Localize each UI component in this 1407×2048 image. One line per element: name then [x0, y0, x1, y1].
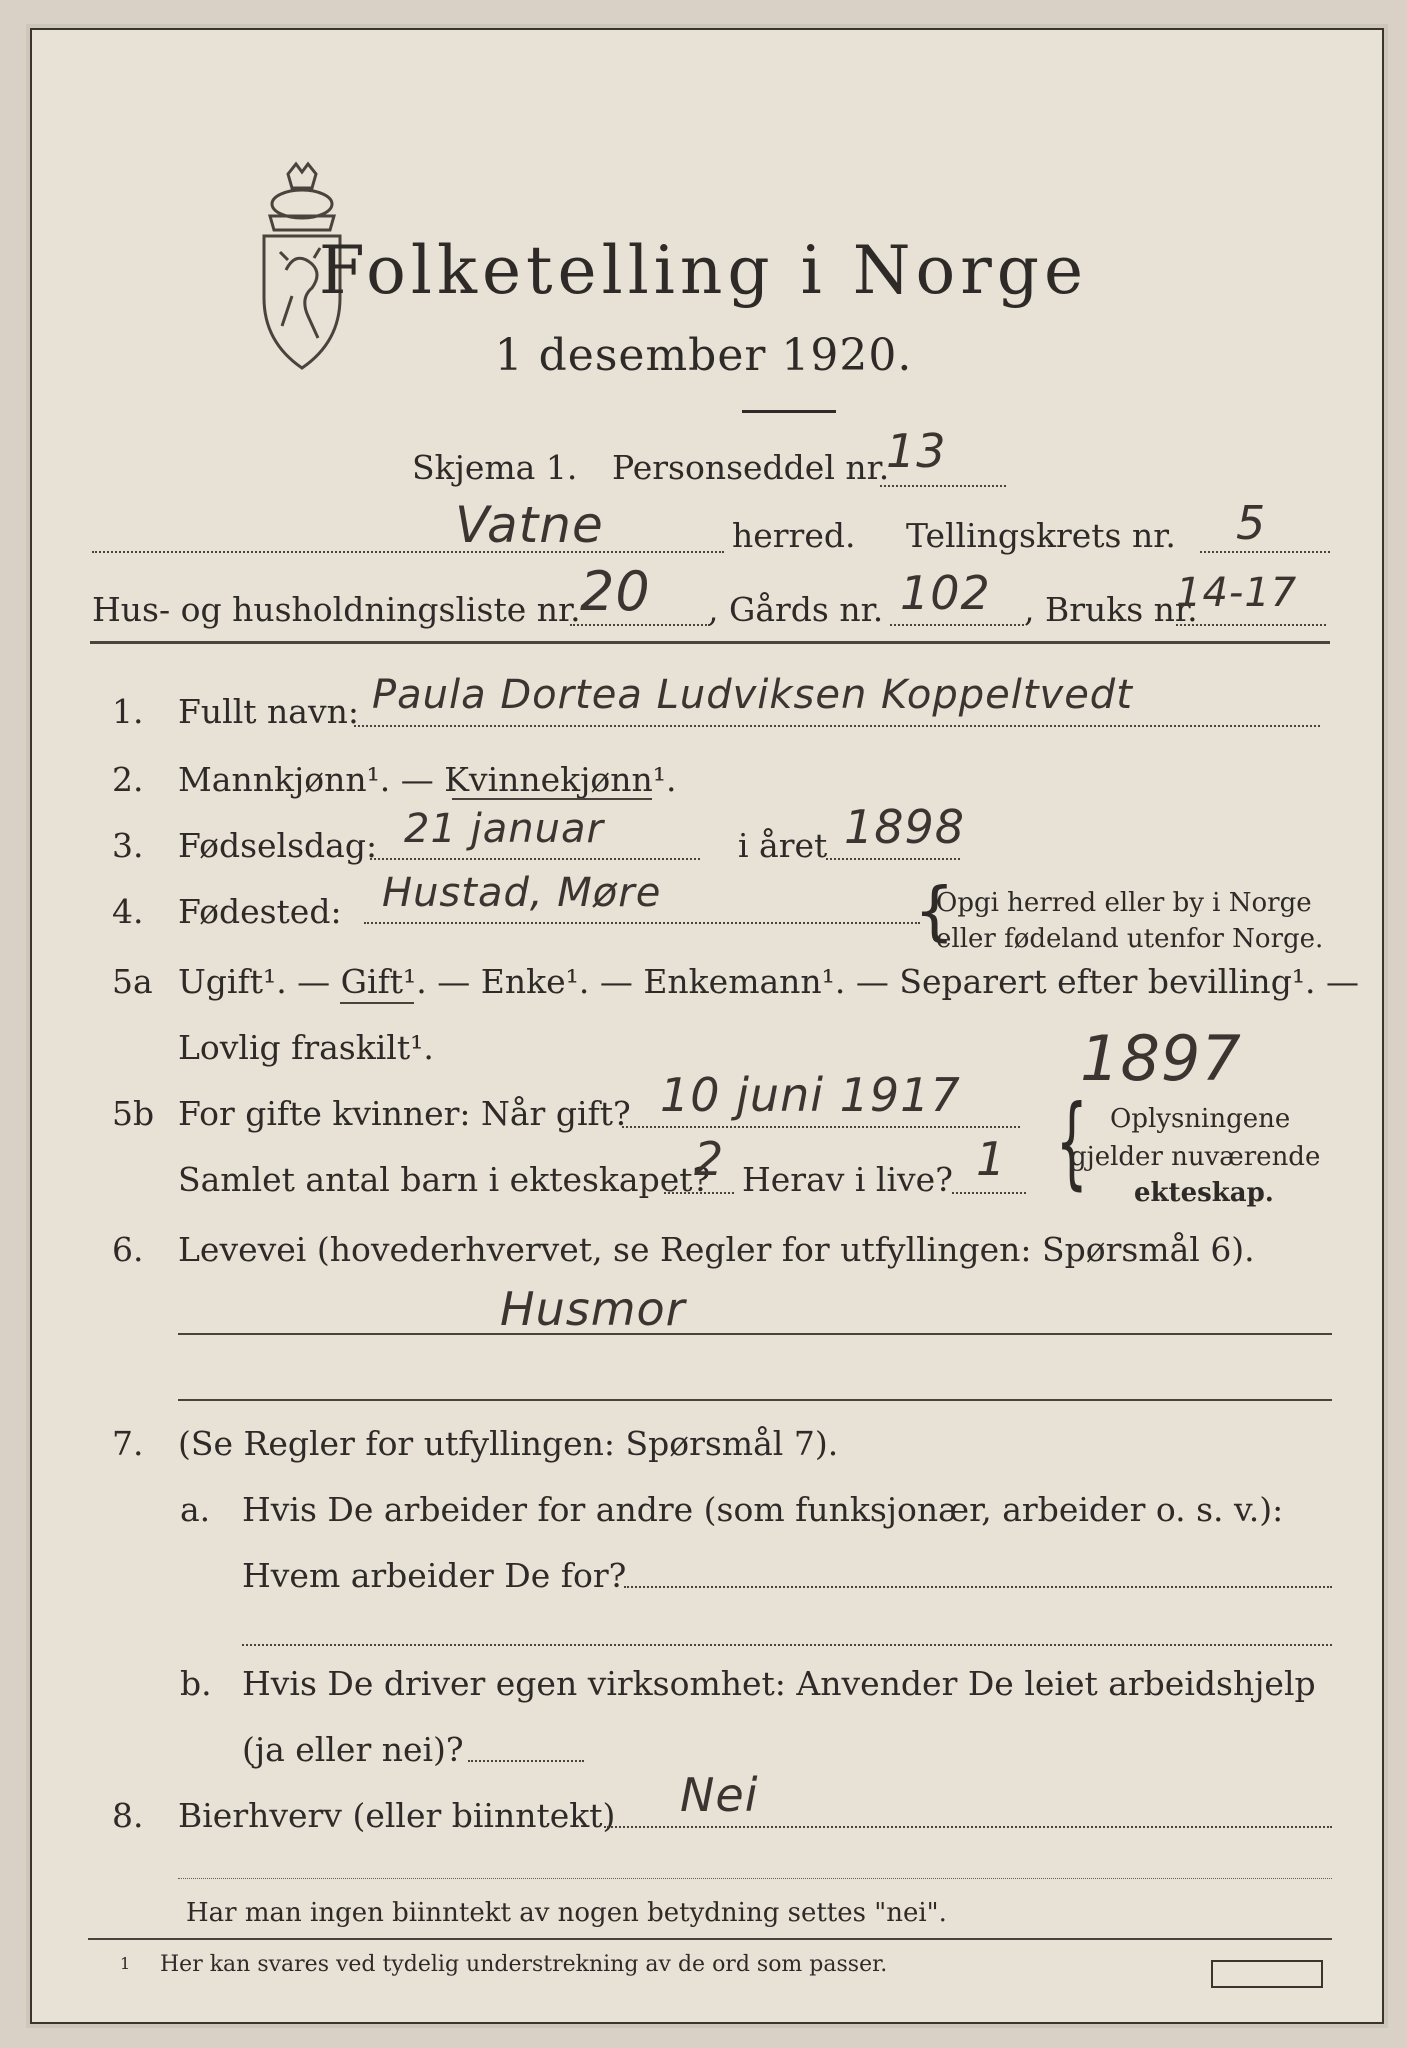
krets-label: Tellingskrets nr.	[906, 516, 1176, 555]
krets-line	[1200, 551, 1330, 553]
q1-line	[354, 725, 1320, 727]
q1-label: Fullt navn:	[178, 692, 359, 731]
footnote-number: 1	[120, 1954, 131, 1973]
q5b-alive-label: Herav i live?	[742, 1160, 953, 1199]
q3-label: Fødselsdag:	[178, 826, 378, 865]
q5b-children-value[interactable]: 2	[694, 1132, 725, 1186]
hus-label: Hus- og husholdningsliste nr.	[92, 590, 581, 629]
q5a-number: 5a	[112, 962, 153, 1001]
q5b-children-line	[664, 1192, 734, 1194]
q2-number: 2.	[112, 760, 144, 799]
q6-line1	[178, 1333, 1332, 1335]
q5b-alive-line	[952, 1192, 1026, 1194]
q4-value[interactable]: Hustad, Møre	[382, 870, 662, 916]
q5b-note-line1: Oplysningene	[1110, 1104, 1291, 1134]
q7a-line1[interactable]	[624, 1586, 1332, 1588]
herred-label: herred.	[732, 516, 856, 555]
personseddel-line	[880, 485, 1006, 487]
q7b-label-line2: (ja eller nei)?	[242, 1730, 464, 1769]
q5b-value[interactable]: 10 juni 1917	[660, 1068, 961, 1122]
q5a-label: Ugift¹. — Gift¹. — Enke¹. — Enkemann¹. — Separert efter bevilling¹. —	[178, 962, 1360, 1001]
herred-value[interactable]: Vatne	[455, 496, 604, 554]
q7b-line[interactable]	[468, 1760, 584, 1762]
q6-number: 6.	[112, 1230, 144, 1269]
personseddel-label: Personseddel nr.	[612, 448, 890, 487]
gards-label: , Gårds nr.	[708, 590, 884, 629]
q2-label: Mannkjønn¹. — Kvinnekjønn¹.	[178, 760, 677, 799]
q6-value[interactable]: Husmor	[500, 1282, 686, 1336]
q5b-alive-value[interactable]: 1	[976, 1132, 1007, 1186]
q7-number: 7.	[112, 1424, 144, 1463]
q5b-note-line2: gjelder nuværende	[1070, 1142, 1321, 1172]
q4-note-line1: Opgi herred eller by i Norge	[936, 888, 1312, 918]
q4-number: 4.	[112, 892, 144, 931]
footnote-divider	[88, 1938, 1332, 1940]
q2-underline-mark	[452, 798, 652, 800]
q7a-line2[interactable]	[242, 1644, 1332, 1646]
q5b-line	[622, 1126, 1020, 1128]
printer-stamp	[1211, 1960, 1323, 1988]
q5b-brace: {	[1055, 1083, 1088, 1200]
q7b-label: Hvis De driver egen virksomhet: Anvender De leiet arbeidshjelp	[242, 1664, 1316, 1703]
bruks-label: , Bruks nr.	[1024, 590, 1198, 629]
herred-line	[92, 551, 724, 553]
gards-value[interactable]: 102	[900, 566, 991, 620]
q8-number: 8.	[112, 1796, 144, 1835]
q5b-note-line3: ekteskap.	[1134, 1178, 1274, 1208]
footer-divider	[178, 1878, 1332, 1879]
q4-note-line2: eller fødeland utenfor Norge.	[936, 924, 1324, 954]
personseddel-value[interactable]: 13	[886, 424, 947, 478]
krets-value[interactable]: 5	[1236, 496, 1267, 550]
q3-year-line	[826, 858, 960, 860]
q5a-underline-mark	[340, 1002, 414, 1004]
bruks-line	[1176, 624, 1326, 626]
q7a-label: Hvis De arbeider for andre (som funksjonær, arbeider o. s. v.):	[242, 1490, 1284, 1529]
q4-label: Fødested:	[178, 892, 342, 931]
q3-value[interactable]: 21 januar	[404, 806, 604, 852]
q7a-label-line2: Hvem arbeider De for?	[242, 1556, 627, 1595]
q8-line	[604, 1826, 1332, 1828]
q8-value[interactable]: Nei	[680, 1768, 759, 1822]
q7-label: (Se Regler for utfyllingen: Spørsmål 7).	[178, 1424, 839, 1463]
q5b-extra-year[interactable]: 1897	[1080, 1022, 1242, 1095]
hus-line	[570, 624, 710, 626]
q6-line2	[178, 1399, 1332, 1401]
footnote-text: Her kan svares ved tydelig understrekning av de ord som passer.	[160, 1952, 888, 1977]
q3-number: 3.	[112, 826, 144, 865]
gards-line	[890, 624, 1024, 626]
q5b-children-label: Samlet antal barn i ekteskapet?	[178, 1160, 711, 1199]
q3-year-value[interactable]: 1898	[844, 800, 966, 854]
q8-label: Bierhverv (eller biinntekt)	[178, 1796, 616, 1835]
q3-line	[370, 858, 700, 860]
q4-line	[364, 922, 920, 924]
q5a-label-line2: Lovlig fraskilt¹.	[178, 1028, 434, 1067]
q7a-letter: a.	[180, 1490, 211, 1529]
q6-label: Levevei (hovederhvervet, se Regler for utfyllingen: Spørsmål 6).	[178, 1230, 1255, 1269]
q5b-number: 5b	[112, 1094, 155, 1133]
q7b-letter: b.	[180, 1664, 212, 1703]
header-divider	[90, 641, 1330, 644]
q4-brace: {	[914, 875, 955, 949]
q1-number: 1.	[112, 692, 144, 731]
form-title: Folketelling i Norge	[318, 232, 1089, 309]
hus-value[interactable]: 20	[580, 560, 651, 623]
title-divider	[742, 410, 836, 413]
q3-year-label: i året	[738, 826, 828, 865]
bruks-value[interactable]: 14-17	[1176, 570, 1298, 616]
footer-note: Har man ingen biinntekt av nogen betydning settes "nei".	[186, 1898, 947, 1928]
skjema-label: Skjema 1.	[412, 448, 578, 487]
census-date: 1 desember 1920.	[494, 330, 913, 381]
q1-value[interactable]: Paula Dortea Ludviksen Koppeltvedt	[372, 672, 1133, 718]
q5b-label: For gifte kvinner: Når gift?	[178, 1094, 631, 1133]
